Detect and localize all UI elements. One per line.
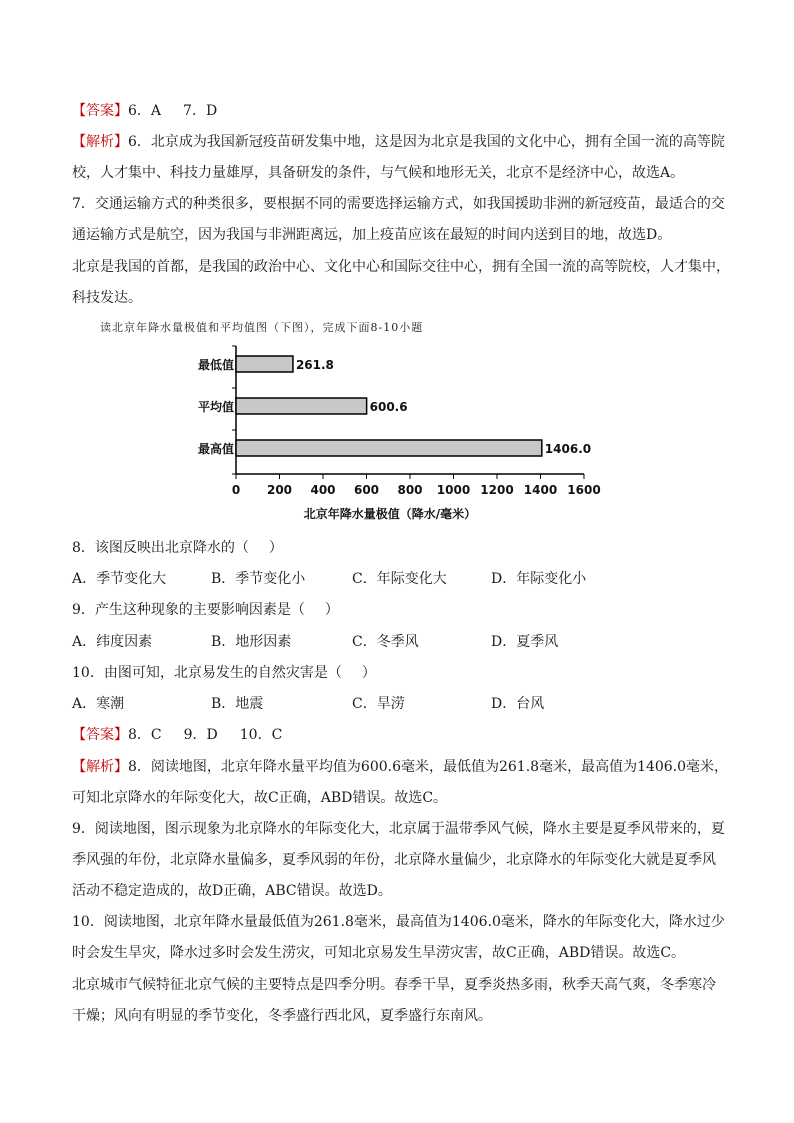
q9-option-c[interactable]: C．冬季风: [352, 634, 419, 650]
analysis2-line-1: [72, 757, 728, 777]
q9-option-d[interactable]: D．夏季风: [491, 634, 559, 650]
chart-caption: 读北京年降水量极值和平均值图（下图），完成下面8-10小题: [100, 321, 424, 334]
analysis2-line-9: 干燥；风向有明显的季节变化，冬季盛行西北风，夏季盛行东南风。: [72, 1008, 492, 1024]
q10-option-a[interactable]: A．寒潮: [72, 696, 125, 712]
question-9-end: ）: [324, 602, 339, 618]
question-10-end: ）: [361, 665, 376, 681]
x-axis-title: 北京年降水量极值（降水/毫米）: [303, 507, 477, 521]
data-label: 261.8: [295, 358, 334, 372]
answer-7: 7．D: [183, 103, 218, 119]
q10-option-d[interactable]: D．台风: [491, 696, 545, 712]
analysis2-text-1: 8．阅读地图，北京年降水量平均值为600.6毫米，最低值为261.8毫米，最高值为1406.0毫米，: [128, 759, 729, 775]
category-label: 平均值: [197, 400, 234, 414]
category-label: 最高值: [197, 442, 234, 456]
q9-option-a[interactable]: A．纬度因素: [72, 634, 153, 650]
analysis2-line-4: 季风强的年份，北京降水量偏多，夏季风弱的年份，北京降水量偏少，北京降水的年际变化大就是夏季风: [72, 852, 716, 868]
analysis-label-2: 【解析】: [72, 759, 128, 775]
analysis2-line-7: 时会发生旱灾，降水过多时会发生涝灾，可知北京易发生旱涝灾害，故C正确，ABD错误。故选C。: [72, 945, 686, 961]
bar: [236, 440, 542, 456]
analysis-line-4: 通运输方式是航空，因为我国与非洲距离远，加上疫苗应该在最短的时间内送到目的地，故选D。: [72, 227, 672, 243]
question-9: [72, 600, 339, 620]
bar: [236, 398, 367, 414]
answer-9: 9．D: [183, 727, 218, 743]
category-label: 最低值: [197, 358, 234, 372]
answer-label-2: 【答案】: [72, 727, 128, 743]
question-8-end: ）: [268, 540, 283, 556]
answer-label: 【答案】: [72, 103, 128, 119]
answer-8: 8．C: [128, 727, 162, 743]
analysis-line-6: 科技发达。: [72, 290, 142, 306]
question-10-stem: 10．由图可知，北京易发生的自然灾害是（: [72, 665, 342, 681]
x-tick-label: 1000: [436, 483, 471, 497]
q10-option-c[interactable]: C．旱涝: [352, 696, 405, 712]
analysis-line-3: 7．交通运输方式的种类很多，要根据不同的需要选择运输方式，如我国援助非洲的新冠疫苗，最适合的交: [72, 196, 725, 212]
analysis2-line-6: 10．阅读地图，北京年降水量最低值为261.8毫米，最高值为1406.0毫米，降水的年际变化大，降水过少: [72, 914, 725, 930]
bar: [236, 356, 293, 372]
answer-line-2: [72, 725, 282, 745]
question-8: [72, 538, 283, 558]
q9-option-b[interactable]: B．地形因素: [211, 634, 292, 650]
analysis2-line-3: 9．阅读地图，图示现象为北京降水的年际变化大，北京属于温带季风气候，降水主要是夏季风带来的，夏: [72, 821, 725, 837]
x-tick-label: 200: [266, 483, 293, 497]
answer-6: 6．A: [128, 103, 162, 119]
q10-option-b[interactable]: B．地震: [211, 696, 264, 712]
question-10: [72, 663, 376, 683]
analysis2-line-5: 活动不稳定造成的，故D正确，ABC错误。故选D。: [72, 883, 392, 899]
x-tick-label: 400: [310, 483, 336, 497]
q8-option-c[interactable]: C．年际变化大: [352, 571, 447, 587]
analysis-line-2: 校，人才集中、科技力量雄厚，具备研发的条件，与气候和地形无关，北京不是经济中心，故选A。: [72, 165, 685, 181]
answer-10: 10．C: [239, 727, 283, 743]
question-8-stem: 8．该图反映出北京降水的（: [72, 540, 249, 556]
data-label: 1406.0: [544, 442, 592, 456]
analysis-text-1: 6．北京成为我国新冠疫苗研发集中地，这是因为北京是我国的文化中心，拥有全国一流的高等院: [128, 134, 725, 150]
q8-option-a[interactable]: A．季节变化大: [72, 571, 167, 587]
data-label: 600.6: [369, 400, 408, 414]
x-tick-label: 600: [353, 483, 380, 497]
analysis2-line-8: 北京城市气候特征北京气候的主要特点是四季分明。春季干旱，夏季炎热多雨，秋季天高气爽，冬季寒冷: [72, 977, 716, 993]
x-tick-label: 0: [231, 483, 241, 497]
q8-option-b[interactable]: B．季节变化小: [211, 571, 306, 587]
x-tick-label: 1400: [523, 483, 558, 497]
analysis-label: 【解析】: [72, 134, 128, 150]
q8-option-d[interactable]: D．年际变化小: [491, 571, 587, 587]
analysis-line-5: 北京是我国的首都，是我国的政治中心、文化中心和国际交往中心，拥有全国一流的高等院校，人才集中，: [72, 259, 730, 275]
x-tick-label: 800: [397, 483, 423, 497]
x-tick-label: 1200: [480, 483, 514, 497]
question-9-stem: 9．产生这种现象的主要影响因素是（: [72, 602, 305, 618]
x-tick-label: 1600: [567, 483, 601, 497]
analysis2-line-2: 可知北京降水的年际变化大，故C正确，ABD错误。故选C。: [72, 790, 448, 806]
